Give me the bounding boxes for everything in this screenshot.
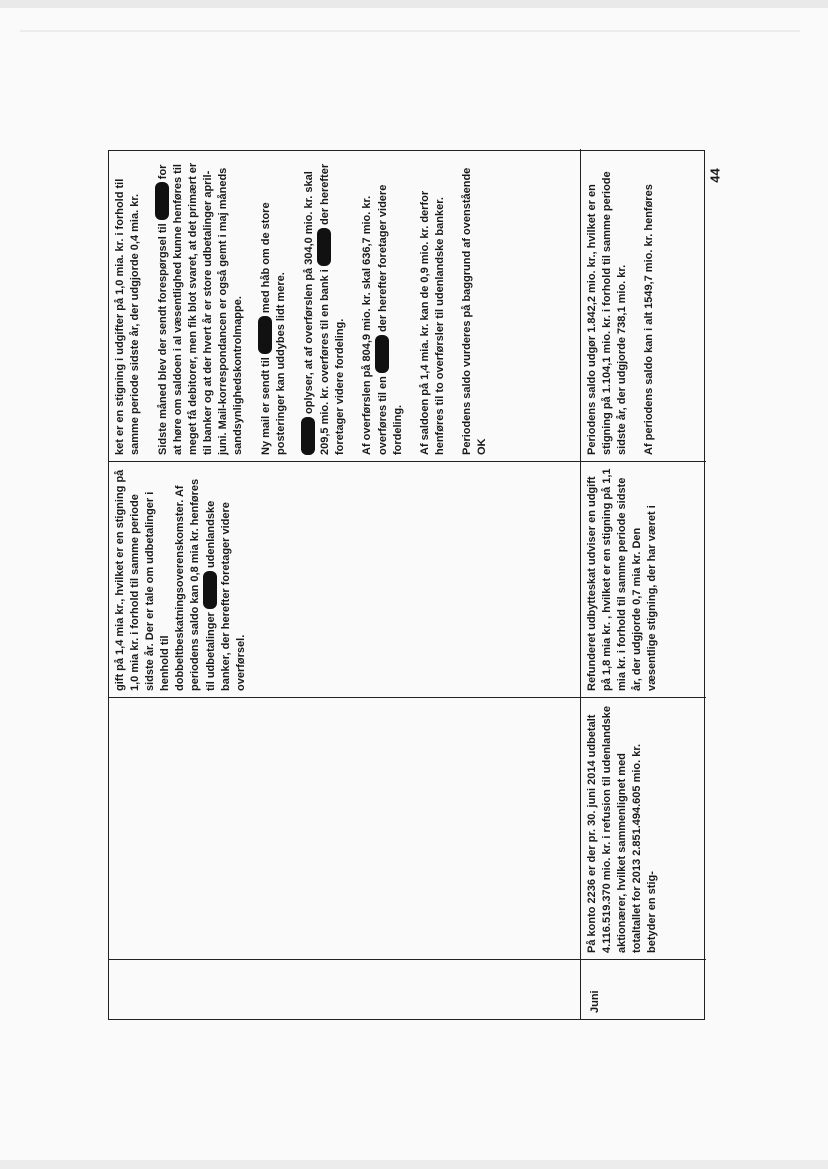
analysis-text: Refunderet udbytteskat udviser en udgift på 1,8 mia kr. , hvilket er en stigning på 1,1 mia kr. i forhold til samme periode sidste år, der udgjorde 0,7 mia kr. Den væsentlige stigning, der har været i [586, 468, 658, 691]
conclusion-paragraph: Periodens saldo udgør 1.842,2 mio. kr., hvilket er en stigning på 1.104,1 mio. kr. i forhold til samme periode sidste år, der udgjorde 738,1 mio. kr. [586, 171, 628, 455]
redaction-mark [301, 417, 315, 455]
scan-edge-bottom [0, 1160, 828, 1169]
conclusion-paragraph: ket er en stigning i udgifter på 1,0 mia. kr. i forhold til samme periode sidste år, der udgjorde 0,4 mia. kr. [114, 178, 141, 455]
conclusion-paragraph: Periodens saldo vurderes på baggrund af ovenstående OK [461, 167, 488, 455]
scan-line [20, 30, 800, 32]
analysis-text: gift på 1,4 mia kr., hvilket er en stigning på 1,0 mia kr. i forhold til samme periode sidste år. Der er tale om udbetalinger i henhold til dobbeltbeskatningsoverenskomster. Af periodens saldo kan 0,8 mia kr. henføres til udbetalinger udenlandske banker, der herefter foretager videre overførsel. [114, 469, 247, 691]
analysis-cell [581, 461, 706, 697]
analysis-cell [109, 461, 580, 697]
redaction-mark [258, 316, 272, 354]
conclusion-paragraph: oplyser, at af overførslen på 304,0 mio. kr. skal 209,5 mio. kr. overføres til en bank i der herefter foretager videre fordeling. [303, 163, 346, 455]
account-note-cell-empty [109, 697, 580, 959]
conclusion-paragraph: Af saldoen på 1,4 mia. kr. kan de 0,9 mio. kr. derfor henføres til to overførsler til udenlandske banker. [419, 190, 446, 455]
account-note-cell [581, 697, 706, 959]
conclusion-paragraph: Af periodens saldo kan i alt 1549,7 mio. kr. henføres [643, 184, 655, 455]
conclusion-cell [109, 149, 580, 461]
redaction-mark [155, 182, 169, 220]
redaction-mark [317, 228, 331, 266]
page-number: 44 [707, 168, 723, 183]
conclusion-paragraph: Sidste måned blev der sendt forespørgsel til for at høre om saldoen i al væsentlighed kunne henføres til meget få debitorer, men fik blot svaret, at det primært er til banker og at der hvert år er store udbetalinger april-juni. Mail-korrespondancen er også gemt i maj måneds sandsynlighedskontrolmappe. [157, 162, 244, 455]
month-label: Juni [589, 990, 601, 1013]
table-row-continuation [109, 149, 581, 1019]
journal-table [108, 150, 705, 1020]
redaction-mark [375, 335, 389, 373]
month-cell-empty [109, 959, 580, 1019]
month-cell [581, 959, 706, 1019]
conclusion-cell [581, 149, 706, 461]
conclusion-paragraph: Af overførslen på 804,9 mio. kr. skal 636,7 mio. kr. overføres til en der herefter foretager videre fordeling. [361, 184, 404, 455]
table-row-juni [581, 149, 706, 1019]
conclusion-paragraph: Ny mail er sendt til med håb om de store posteringer kan uddybes lidt mere. [260, 202, 287, 455]
redaction-mark [203, 571, 217, 609]
scan-edge-top [0, 0, 828, 8]
account-note-text: På konto 2236 er der pr. 30. juni 2014 udbetalt 4.116.519.370 mio. kr. i refusion til udenlandske aktionærer, hvilket sammenlignet med totaltallet for 2013 2.851.494.605 mio. kr. betyder en stig- [586, 705, 658, 953]
